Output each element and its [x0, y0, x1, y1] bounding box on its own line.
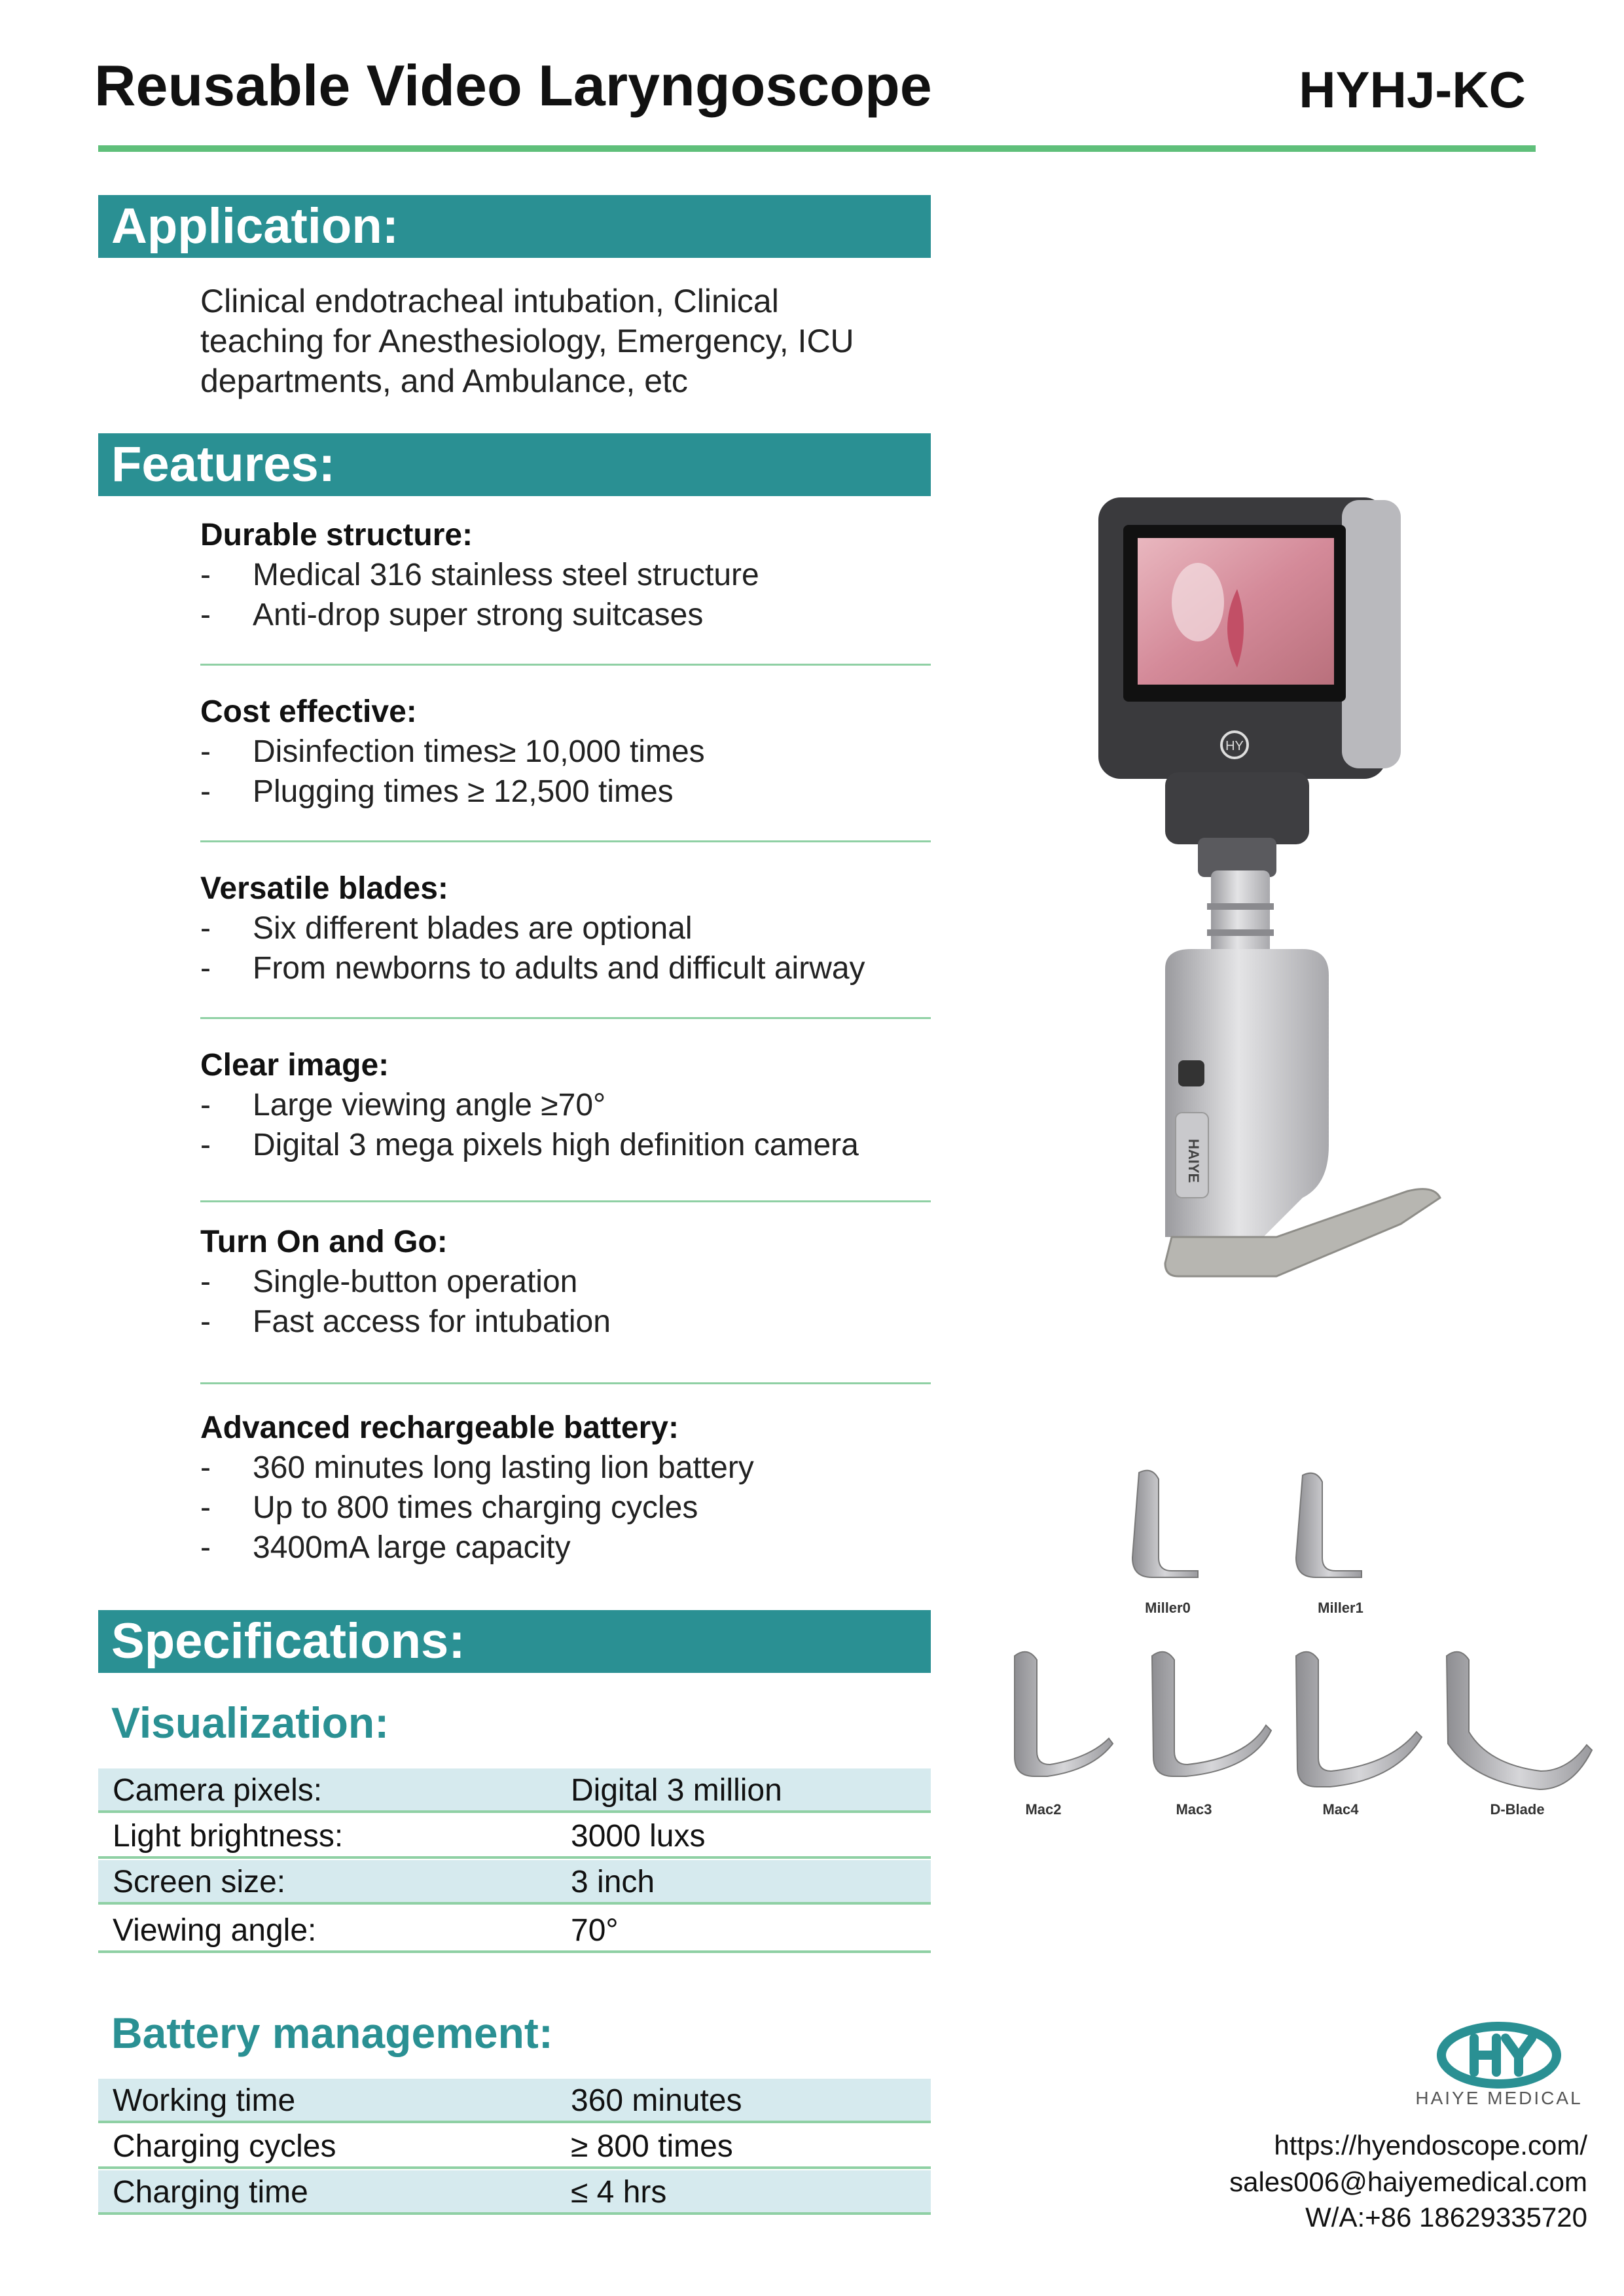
feature-divider — [200, 1382, 931, 1384]
spec-label: Screen size: — [113, 1865, 286, 1899]
feature-group-durable — [200, 516, 931, 635]
spec-value: 70° — [571, 1913, 619, 1948]
application-text — [200, 281, 920, 401]
spec-label: Charging time — [113, 2175, 308, 2210]
spec-row — [98, 1909, 931, 1953]
spec-row — [98, 2079, 931, 2123]
contact-url[interactable]: https://hyendoscope.com/ — [1274, 2130, 1587, 2161]
feature-title: Cost effective: — [200, 694, 417, 729]
brand-name: HAIYE MEDICAL — [1415, 2088, 1583, 2108]
contact-email[interactable]: sales006@haiyemedical.com — [1229, 2166, 1587, 2197]
svg-text:HY: HY — [1225, 739, 1244, 753]
application-line: departments, and Ambulance, etc — [200, 363, 688, 399]
application-line: Clinical endotracheal intubation, Clinical — [200, 283, 779, 319]
application-line: teaching for Anesthesiology, Emergency, ICU — [200, 323, 854, 359]
feature-divider — [200, 1017, 931, 1019]
feature-group-battery — [200, 1408, 931, 1568]
blade-d-blade — [1447, 1652, 1592, 1789]
blade-label: Mac3 — [1176, 1801, 1212, 1818]
spec-label: Working time — [113, 2083, 296, 2118]
title-divider — [98, 145, 1536, 152]
feature-group-image — [200, 1046, 931, 1165]
laryngoscope-illustration — [1087, 484, 1479, 1374]
spec-row — [98, 2125, 931, 2169]
feature-title: Turn On and Go: — [200, 1225, 448, 1259]
feature-item: - Single-button operation — [200, 1265, 578, 1299]
spec-label: Camera pixels: — [113, 1773, 323, 1808]
application-heading: Application: — [98, 195, 931, 258]
feature-item: - 360 minutes long lasting lion battery — [200, 1450, 754, 1485]
feature-group-cost — [200, 692, 931, 812]
specifications-heading: Specifications: — [98, 1610, 931, 1673]
feature-item: - Up to 800 times charging cycles — [200, 1490, 698, 1525]
feature-title: Advanced rechargeable battery: — [200, 1410, 679, 1445]
contact-whatsapp: W/A:+86 18629335720 — [1305, 2202, 1587, 2233]
blade-miller0 — [1132, 1471, 1198, 1577]
svg-text:HAIYE: HAIYE — [1185, 1139, 1202, 1183]
spec-label: Viewing angle: — [113, 1913, 317, 1948]
feature-group-blades — [200, 869, 931, 988]
feature-item: - Six different blades are optional — [200, 911, 693, 946]
spec-value: ≥ 800 times — [571, 2129, 733, 2164]
blade-set-illustration — [995, 1466, 1597, 1833]
blade-label: Miller0 — [1145, 1600, 1191, 1616]
battery-heading: Battery management: — [111, 2009, 553, 2057]
spec-row — [98, 1860, 931, 1905]
feature-group-turn-on — [200, 1223, 931, 1342]
blade-label: Miller1 — [1318, 1600, 1363, 1616]
feature-title: Durable structure: — [200, 518, 473, 552]
spec-value: 360 minutes — [571, 2083, 742, 2118]
features-heading: Features: — [98, 433, 931, 496]
blade-mac2 — [1015, 1652, 1113, 1776]
feature-title: Versatile blades: — [200, 871, 448, 906]
spec-label: Light brightness: — [113, 1819, 344, 1854]
feature-divider — [200, 664, 931, 666]
feature-item: - 3400mA large capacity — [200, 1530, 571, 1565]
feature-item: - Plugging times ≥ 12,500 times — [200, 774, 674, 809]
spec-value: 3 inch — [571, 1865, 655, 1899]
visualization-heading: Visualization: — [111, 1698, 389, 1747]
blade-miller1 — [1296, 1473, 1362, 1577]
spec-row — [98, 2170, 931, 2215]
page-title: Reusable Video Laryngoscope — [94, 53, 932, 118]
feature-item: - Large viewing angle ≥70° — [200, 1088, 606, 1122]
spec-value: 3000 luxs — [571, 1819, 706, 1854]
spec-label: Charging cycles — [113, 2129, 336, 2164]
spec-row — [98, 1814, 931, 1859]
feature-title: Clear image: — [200, 1048, 389, 1083]
blade-label: Mac4 — [1322, 1801, 1359, 1818]
feature-divider — [200, 840, 931, 842]
spec-row — [98, 1768, 931, 1813]
spec-value: Digital 3 million — [571, 1773, 782, 1808]
feature-item: - Disinfection times≥ 10,000 times — [200, 734, 705, 769]
blade-label: D-Blade — [1490, 1801, 1545, 1818]
blade-mac4 — [1296, 1652, 1422, 1787]
blade-label: Mac2 — [1025, 1801, 1062, 1818]
blade-mac3 — [1152, 1652, 1271, 1776]
feature-item: - Digital 3 mega pixels high definition camera — [200, 1128, 859, 1162]
feature-item: - Fast access for intubation — [200, 1304, 611, 1339]
feature-item: - From newborns to adults and difficult airway — [200, 951, 865, 986]
feature-divider — [200, 1200, 931, 1202]
model-number: HYHJ-KC — [1299, 61, 1526, 118]
feature-item: - Medical 316 stainless steel structure — [200, 558, 759, 592]
spec-value: ≤ 4 hrs — [571, 2175, 667, 2210]
feature-item: - Anti-drop super strong suitcases — [200, 598, 704, 632]
